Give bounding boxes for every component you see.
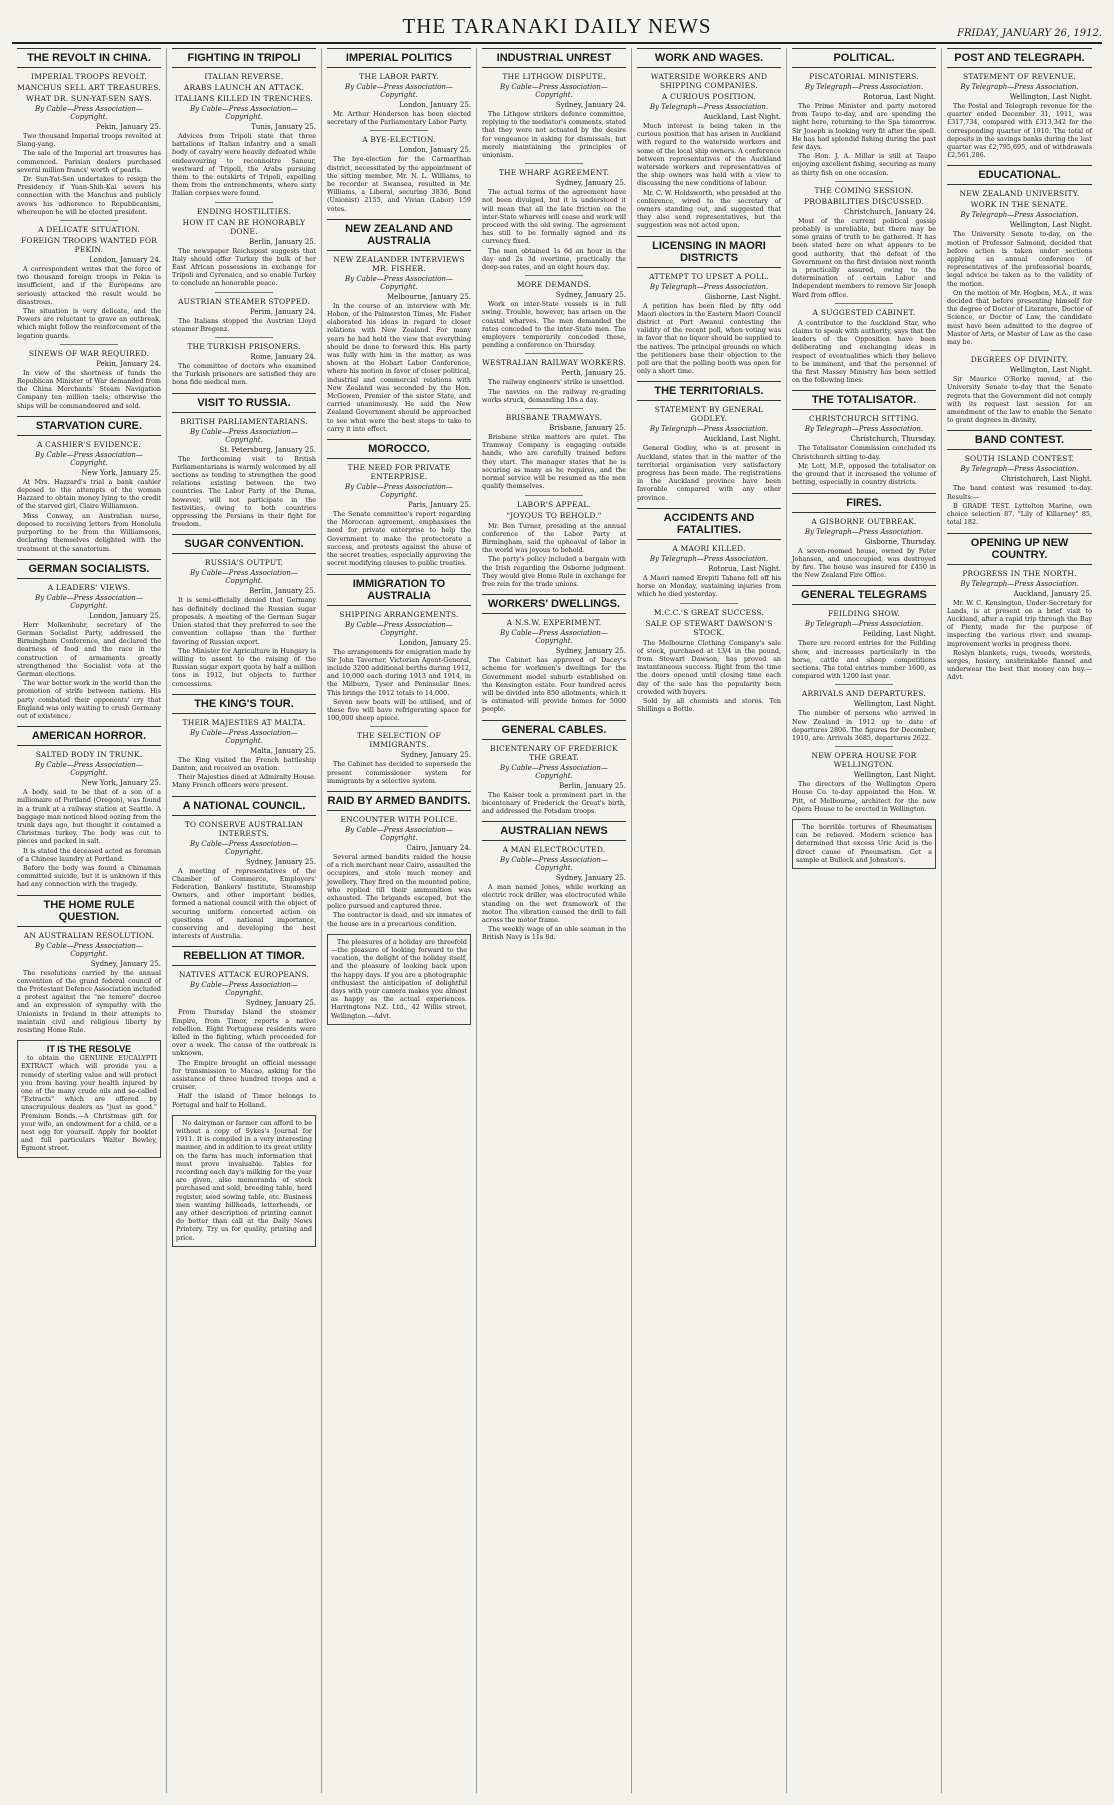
- article-paragraph: The Empire brought an official message for transmission to Macao, asking for the assistance of three hundred troops and a cruiser.: [172, 1058, 316, 1092]
- article-dateline: Berlin, January 25.: [559, 781, 626, 790]
- section-divider: [60, 220, 118, 221]
- article-paragraph: Sold by all chemists and stores. Ten Shillings a Bottle.: [637, 696, 781, 714]
- article-subheading: WHAT DR. SUN-YAT-SEN SAYS.: [26, 94, 152, 103]
- article-headline: THE HOME RULE QUESTION.: [17, 895, 161, 927]
- article-subheading: A DELICATE SITUATION.: [38, 225, 140, 235]
- article-subheading: STATEMENT BY GENERAL GODLEY.: [654, 405, 764, 424]
- article-credit: By Telegraph—Press Association.: [649, 282, 769, 291]
- article-dateline: Auckland, January 25.: [1013, 589, 1092, 598]
- article-subheading: THE SELECTION OF IMMIGRANTS.: [357, 731, 441, 750]
- article-paragraph: Advices from Tripoli state that three battalions of Italian infantry and a small body of cavalry were heavily defeated while endeavouring to reconnoitre Sanour, westward of Tripoli, the Arabs pursuing them to the outskirts of Tripoli, expelling them from the entrenchments, where sixty Italian corpses were found.: [172, 132, 316, 198]
- article-subheading: PISCATORIAL MINISTERS.: [809, 72, 919, 81]
- article-credit: By Cable—Press Association—Copyright.: [35, 105, 143, 121]
- article-dateline: Malta, January 25.: [250, 746, 316, 755]
- article-credit: By Cable—Press Association—Copyright.: [35, 761, 143, 778]
- column-6: [787, 48, 942, 1793]
- article-dateline: Pekin, January 25.: [96, 123, 161, 131]
- article-headline: OPENING UP NEW COUNTRY.: [947, 533, 1092, 565]
- article-subheading: PROGRESS IN THE NORTH.: [962, 568, 1077, 578]
- article-dateline: Sydney, January 25.: [245, 999, 316, 1008]
- article-subheading: CHRISTCHURCH SITTING.: [808, 414, 920, 424]
- article-credit: By Telegraph—Press Association.: [804, 83, 924, 91]
- column-1: [12, 48, 167, 1793]
- article-dateline: London, January 25.: [399, 638, 471, 647]
- article-headline: THE TERRITORIALS.: [637, 381, 781, 401]
- article-subheading: SALE OF STEWART DAWSON'S STOCK.: [645, 618, 773, 637]
- columns: [12, 48, 1102, 1793]
- article-credit: By Telegraph—Press Association.: [649, 425, 769, 434]
- article-headline: REBELLION AT TIMOR.: [172, 946, 316, 966]
- article-subheading: THE NEED FOR PRIVATE ENTERPRISE.: [347, 463, 451, 482]
- article-headline: STARVATION CURE.: [17, 416, 161, 436]
- article-dateline: Sydney, January 24.: [555, 101, 626, 109]
- section-divider: [835, 303, 893, 304]
- article-subheading: A GISBORNE OUTBREAK.: [811, 516, 917, 526]
- article-headline: FIRES.: [792, 493, 936, 513]
- article-paragraph: A seven-roomed house, owned by Peter Johansen, and unoccupied, was destroyed by fire. The house was insured for £450 in the New Zealand Fire Office.: [792, 546, 936, 580]
- article-headline: GENERAL TELEGRAMS: [792, 585, 936, 605]
- article-headline: THE KING'S TOUR.: [172, 694, 316, 714]
- section-divider: [525, 495, 583, 496]
- article-headline: THE REVOLT IN CHINA.: [17, 48, 161, 68]
- masthead-title: THE TARANAKI DAILY NEWS: [402, 14, 712, 38]
- article-headline: VISIT TO RUSSIA.: [172, 393, 316, 413]
- article-paragraph: The Italians stopped the Austrian Lloyd steamer Bregenz.: [172, 316, 316, 333]
- advertisement: [172, 1115, 316, 1247]
- article-headline: GERMAN SOCIALISTS.: [17, 559, 161, 579]
- article-subheading: ARABS LAUNCH AN ATTACK.: [183, 83, 305, 92]
- article-paragraph: A correspondent writes that the force of two thousand foreign troops in Pekin is insufficient, and if the Europeans are seriously attacked the result would be disastrous.: [17, 265, 161, 306]
- article-dateline: Rotorua, Last Night.: [863, 93, 936, 101]
- article-dateline: Wellington, Last Night.: [1009, 93, 1092, 101]
- article-credit: By Cable—Press Association—Copyright.: [345, 83, 453, 99]
- article-headline: IMPERIAL POLITICS: [327, 48, 471, 68]
- advertisement-title: IT IS THE RESOLVE: [46, 1044, 132, 1055]
- article-paragraph: Roslyn blankets, rugs, tweeds, worsteds, serges, hosiery, unshrinkable flannel and underwear the best that money can buy.—Advt.: [947, 648, 1092, 682]
- article-dateline: Auckland, Last Night.: [703, 113, 781, 121]
- advertisement: [327, 934, 471, 1025]
- article-paragraph: The navvies on the railway re-grading works struck, demanding 10s a day.: [482, 387, 626, 404]
- article-subheading: WESTRALIAN RAILWAY WORKERS.: [482, 358, 626, 368]
- article-paragraph: There are record entries for the Feilding show, and increases particularly in the horse, cattle and sheep competitions sections. The total entries number 1600, as compared with 1200 last year.: [792, 639, 936, 681]
- article-paragraph: The party's policy included a bargain with the Irish regarding the Osborne judgment. They would give Home Rule in exchange for free rein for the trade unions.: [482, 555, 626, 588]
- article-paragraph: The bye-election for the Carmarthan district, necessitated by the appointment of the sitting member, Mr. N. L. Williams, to be recorder at Swansea, resulted in Mr. Williams, a Liberal, securing 3836, Bond (Unionist) 2155, and Vivian (Labor) 159 votes.: [327, 155, 471, 213]
- article-headline: POLITICAL.: [792, 48, 936, 68]
- column-3: [322, 48, 477, 1793]
- article-credit: By Telegraph—Press Association.: [960, 579, 1079, 588]
- article-subheading: A N.S.W. EXPERIMENT.: [506, 618, 602, 628]
- article-subheading: WORK IN THE SENATE.: [970, 200, 1069, 210]
- article-credit: By Cable—Press Association—Copyright.: [190, 105, 298, 121]
- article-headline: RAID BY ARMED BANDITS.: [327, 791, 471, 811]
- article-headline: FIGHTING IN TRIPOLI: [172, 48, 316, 68]
- article-paragraph: A contributor to the Auckland Star, who claims to speak with authority, says that the leaders of the Opposition have been deliberating and exchanging ideas in respect of eventualities which they believe to be imminent, and that the personnel of the first Massey Ministry has been settled on the following lines:: [792, 318, 936, 385]
- article-paragraph: The forthcoming visit to British Parliamentarians is warmly welcomed by all sections as tending to strengthen the good relations existing between the two countries. The Labor Party of the Duma, however, will not participate in the festivities, owing to both countries oppressing the Persians in their fight for freedom.: [172, 454, 316, 529]
- column-5: [632, 48, 787, 1793]
- article-paragraph: The resolutions carried by the annual convention of the grand federal council of the Protestant Defence Association included a protest against the "ne temere" decree and an expression of sympathy with the Unionists in Ireland in their attempts to maintain civil and religious liberty by resisting Home Rule.: [17, 968, 161, 1034]
- article-paragraph: Most of the current political gossip probably is unreliable, but there may be some grains of truth to be gathered. It has been stated here on what appears to be good authority, that the defeat of the Government on the first division next month is practically assured, owing to the determination of certain Labor and Independent members to remove Sir Joseph Ward from office.: [792, 216, 936, 299]
- article-dateline: Rome, January 24.: [250, 353, 316, 362]
- article-subheading: PROBABILITIES DISCUSSED.: [804, 196, 924, 206]
- article-subheading: ITALIANS KILLED IN TRENCHES.: [174, 94, 314, 103]
- article-headline: WORK AND WAGES.: [637, 48, 781, 68]
- article-subheading: BRITISH PARLIAMENTARIANS.: [180, 416, 308, 426]
- article-credit: By Cable—Press Association—Copyright.: [190, 569, 298, 586]
- article-dateline: London, January 25.: [399, 101, 471, 109]
- article-paragraph: Seven new boats will be utilised, and of these five will have refrigerating space for 100,000 sheep apiece.: [327, 697, 471, 723]
- section-divider: [835, 684, 893, 685]
- article-headline: GENERAL CABLES.: [482, 720, 626, 740]
- article-dateline: Perim, January 24.: [249, 307, 316, 316]
- section-divider: [525, 275, 583, 276]
- advertisement: [17, 1040, 161, 1157]
- article-dateline: Wellington, Last Night.: [853, 700, 936, 709]
- article-headline: SUGAR CONVENTION.: [172, 534, 316, 554]
- article-credit: By Telegraph—Press Association.: [960, 211, 1079, 220]
- article-paragraph: Mr. Ben Turner, presiding at the annual conference of the Labor Party at Birmingham, said the upheaval of labor in the world was joyous to behold.: [482, 521, 626, 555]
- section-divider: [215, 292, 273, 293]
- article-credit: By Telegraph—Press Association.: [960, 83, 1079, 91]
- article-paragraph: Before the body was found a Chinaman committed suicide, but it is unknown if this had any connection with the tragedy.: [17, 863, 161, 889]
- section-divider: [215, 202, 273, 203]
- article-headline: INDUSTRIAL UNREST: [482, 48, 626, 68]
- article-subheading: ENDING HOSTILITIES.: [196, 206, 292, 216]
- article-credit: By Cable—Press Association—Copyright.: [35, 450, 143, 467]
- article-dateline: Berlin, January 25.: [249, 237, 316, 246]
- article-paragraph: The Minister for Agriculture in Hungary is willing to assent to the raising of the Russian sugar export quota by half a million tons in 1912, but objects to further concessions.: [172, 646, 316, 688]
- article-subheading: WATERSIDE WORKERS AND SHIPPING COMPANIES.: [650, 72, 768, 90]
- section-divider: [370, 726, 428, 727]
- article-subheading: A CURIOUS POSITION.: [661, 92, 757, 101]
- article-subheading: THE LITHGOW DISPUTE.: [502, 72, 606, 81]
- article-credit: By Cable—Press Association—Copyright.: [35, 941, 143, 958]
- article-credit: By Telegraph—Press Association.: [649, 554, 769, 563]
- masthead: [12, 10, 1102, 44]
- article-dateline: Auckland, Last Night.: [703, 435, 781, 444]
- article-paragraph: The Cabinet has decided to supersede the present commissioner system for immigrants by a selective system.: [327, 760, 471, 785]
- article-paragraph: A petition has been filed by fifty odd Maori electors in the Eastern Maori Council district at Port Awanui contesting the validity of the recent poll, when voting was in favor that no liquor should be supplied to the natives. The principal grounds on which the petitioners base their objection to the poll are that the polling booth was open for only a short time.: [637, 301, 781, 376]
- article-subheading: BICENTENARY OF FREDERICK THE GREAT.: [490, 743, 618, 762]
- article-paragraph: The railway engineers' strike is unsettled.: [488, 378, 625, 387]
- article-subheading: A SUGGESTED CABINET.: [812, 307, 916, 317]
- article-paragraph: The Lithgow strikers defence committee, replying to the mediator's comments, stated that they were not actuated by the desire for vengeance in asking for dismissals, but merely maintaining the principles of unionism.: [482, 110, 626, 160]
- article-dateline: Wellington, Last Night.: [1009, 366, 1092, 375]
- article-dateline: Brisbane, January 25.: [549, 424, 626, 433]
- article-dateline: Sydney, January 25.: [555, 179, 626, 188]
- article-paragraph: The band contest was resumed to-day. Results:—: [947, 484, 1092, 501]
- article-credit: By Cable—Press Association—Copyright.: [500, 763, 608, 780]
- article-subheading: TO CONSERVE AUSTRALIAN INTERESTS.: [184, 819, 304, 838]
- article-subheading: SINEWS OF WAR REQUIRED.: [28, 348, 150, 358]
- column-7: [942, 48, 1097, 1793]
- article-paragraph: Miss Conway, an Australian nurse, deposed to receiving letters from Honolulu purporting to be from the Williamsons, declaring themselves delighted with the treatment at the sanatorium.: [17, 511, 161, 553]
- article-subheading: BRISBANE TRAMWAYS.: [505, 413, 603, 423]
- section-divider: [835, 746, 893, 747]
- article-headline: WORKERS' DWELLINGS.: [482, 594, 626, 614]
- article-dateline: St. Petersburg, January 25.: [219, 445, 316, 454]
- article-subheading: SHIPPING ARRANGEMENTS.: [339, 609, 459, 619]
- article-paragraph: The Cabinet has approved of Dacey's scheme for workmen's dwellings for the Government model suburb established on the Kensington estate. Four hundred acres will be divided into 850 allotments, which it is estimated will provide homes for 5000 people.: [482, 656, 626, 714]
- article-paragraph: Several armed bandits raided the house of a rich merchant near Cairo, assaulted the occupiers, and stole much money and jewellery. They fired on the mounted police, who replied till their ammunition was exhausted. The brigands escaped, but the police pursued and captured three.: [327, 852, 471, 911]
- article-dateline: Christchurch, Last Night.: [1001, 475, 1092, 484]
- article-subheading: MANCHUS SELL ART TREASURES.: [17, 83, 161, 92]
- article-paragraph: The Totalisator Commission concluded its Christchurch sitting to-day.: [792, 444, 936, 461]
- article-paragraph: The directors of the Wellington Opera House Co. to-day appointed the Hon. W. Pitt, of Melbourne, architect for the new Opera House to be erected in Wellington.: [792, 780, 936, 813]
- advertisement-body: The horrible tortures of Rheumatism can be relieved. Modern science has determined that excess Uric Acid is the direct cause of Pneumatism. Get a sample at Bullock and Johnston's.: [796, 822, 932, 864]
- article-credit: By Telegraph—Press Association.: [804, 527, 924, 536]
- article-dateline: Sydney, January 25.: [555, 291, 626, 300]
- article-subheading: A LEADERS' VIEWS.: [47, 582, 131, 592]
- article-paragraph: The men obtained 1s 6d an hour in the day and 2s 3d overtime, practically the deep-sea rates, and an eight hours day.: [482, 246, 626, 272]
- article-subheading: ENCOUNTER WITH POLICE.: [340, 814, 458, 824]
- article-paragraph: It is stated the deceased acted as foreman of a Chinese laundry at Portland.: [17, 846, 161, 863]
- article-subheading: A BYE-ELECTION.: [362, 135, 436, 145]
- article-subheading: THEIR MAJESTIES AT MALTA.: [182, 717, 306, 727]
- article-paragraph: Their Majesties dined at Admiralty House. Many French officers were present.: [172, 773, 316, 790]
- article-paragraph: A meeting of representatives of the Chamber of Commerce, Employers' Federation, Bankers' Institute, Steamship Owners, and other important bodies, formed a national council with the object of securing uniform concerted action on questions of national importance, conserving and developing the best interests of Australia.: [172, 866, 316, 941]
- section-divider: [525, 408, 583, 409]
- article-headline: IMMIGRATION TO AUSTRALIA: [327, 574, 471, 606]
- article-paragraph: B GRADE TEST. Lyttelton Marine, own choice selection 87. "Lily of Killarney" 85, total 182.: [947, 501, 1092, 527]
- article-dateline: London, January 25.: [89, 611, 161, 620]
- article-subheading: "JOYOUS TO BEHOLD.": [506, 510, 602, 520]
- article-paragraph: Two thousand Imperial troops revolted at Siang-yang.: [17, 132, 161, 149]
- article-paragraph: From Thursday Island the steamer Empire, from Timor, reports a native rebellion. Eight Portuguese residents were killed in the fighting, which proceeded for over a week. The cause of the outbreak is unknown.: [172, 1008, 316, 1058]
- article-paragraph: Mr. C. W. Holdsworth, who presided at the conference, wired to the secretary of owners standing out, and suggested that they also send representatives, but the suggestion was not acted upon.: [637, 188, 781, 230]
- column-4: [477, 48, 632, 1793]
- article-subheading: THE WHARF AGREEMENT.: [498, 168, 610, 178]
- article-paragraph: The sale of the Imperial art treasures has commenced. Parisian dealers purchased several million francs' worth of pearls.: [17, 149, 161, 174]
- article-dateline: London, January 25.: [399, 146, 471, 155]
- article-credit: By Cable—Press Association—Copyright.: [345, 620, 453, 637]
- article-paragraph: General Godley, who is at present in Auckland, states that in the matter of the territorial organisation very satisfactory progress has been made. The registrations in the Auckland province have been favorable compared with any other province.: [637, 444, 781, 502]
- article-subheading: DEGREES OF DIVINITY.: [970, 355, 1069, 365]
- article-paragraph: The Melbourne Clothing Company's sale of stock, purchased at 13/4 in the pound, from Stewart Dawson, has proved an instantaneous success. Right from the time the doors opened until closing time each day of the sale has the popularity been crowded with buyers.: [637, 638, 781, 696]
- article-subheading: THE COMING SESSION.: [814, 185, 914, 195]
- section-divider: [525, 353, 583, 354]
- article-paragraph: Mr. Arthur Henderson has been elected secretary of the Parliamentary Labor Party.: [327, 110, 471, 127]
- article-dateline: Rotorua, Last Night.: [708, 564, 781, 573]
- article-headline: EDUCATIONAL.: [947, 165, 1092, 185]
- article-credit: By Telegraph—Press Association.: [649, 103, 769, 111]
- article-paragraph: The Senate committee's report regarding the Moroccan agreement, emphasises the need for private enterprise to help the Government to make the protectorate a success, and protests against the abuse of the secret treaties, especially approving the secret modifying clauses to public treaties.: [327, 510, 471, 568]
- article-paragraph: Work on inter-State vessels is in full swing. Trouble, however, has arisen on the coastal wharves. The men demanded the rates conceded to the inter-State men. The employers temporarily conceded these, pending a conference on Thursday.: [482, 300, 626, 350]
- article-credit: By Telegraph—Press Association.: [804, 620, 924, 629]
- article-paragraph: A body, said to be that of a son of a millionaire of Portland (Oregon), was found in a trunk at a railway station at Seattle. A baggage man noticed blood oozing from the trunk days ago, but thought it contained a Christmas turkey. The body was cut to pieces and packed in salt.: [17, 788, 161, 846]
- article-paragraph: Half the island of Timor belongs to Portugal and half to Holland.: [172, 1092, 316, 1109]
- article-dateline: Sydney, January 25.: [245, 857, 316, 866]
- article-subheading: NEW ZEALANDER INTERVIEWS MR. FISHER.: [333, 254, 465, 273]
- article-paragraph: The Kaiser took a prominent part in the bicentenary of Frederick the Great's birth, and addressed the Potsdam troops.: [482, 790, 626, 815]
- article-paragraph: The committee of doctors who examined the Turkish prisoners are satisfied they are bona fide medical men.: [172, 362, 316, 387]
- advertisement-body: to obtain the GENUINE EUCALYPTI EXTRACT which will provide you a remedy of sterling value and will protect you from having your health injured by one of the many crude oils and so-called "Extracts" which are offered by unscrupulous dealers as "just as good." Premium Bonds.—A Christmas gift for your wife, an endowment for a child, or a nest egg for yourself. Apply for booklet and full particulars Walter Bewley, Egmont street.: [21, 1054, 157, 1153]
- advertisement-body: The pleasures of a holiday are threefold—the pleasure of looking forward to the vacation, the delight of the holiday itself, and the pleasure of looking back upon the happy days. If you are a photographic enthusiast the anticipation of delightful days with your camera makes you almost as happy as the actual experiences. Harringtons N.Z. Ltd., 42 Willis street, Wellington.—Advt.: [331, 937, 467, 1020]
- article-dateline: Sydney, January 25.: [555, 647, 626, 656]
- article-paragraph: The newspaper Reichspost suggests that Italy should offer Turkey the bulk of her East African possessions in exchange for Tripoli and Cyrenaica, and so enable Turkey to conclude an honorable peace.: [172, 246, 316, 288]
- article-headline: POST AND TELEGRAPH.: [947, 48, 1092, 68]
- article-subheading: ARRIVALS AND DEPARTURES.: [801, 689, 927, 699]
- section-divider: [991, 350, 1049, 351]
- article-dateline: Sydney, January 25.: [400, 751, 471, 760]
- article-credit: By Cable—Press Association—Copyright.: [190, 728, 298, 745]
- article-dateline: Cairo, January 24.: [406, 843, 471, 852]
- article-dateline: Pekin, January 24.: [96, 359, 161, 368]
- article-dateline: Berlin, January 25.: [249, 587, 316, 596]
- article-credit: By Cable—Press Association—Copyright.: [190, 839, 298, 856]
- article-credit: By Cable—Press Association—Copyright.: [500, 856, 608, 873]
- column-2: [167, 48, 322, 1793]
- article-paragraph: A man named Jones, while working an electric rock driller, was electrocuted while standing on the wet framework of the motor. The vibration caused the drill to fall across the motor frame.: [482, 883, 626, 924]
- advertisement-body: No dairyman or farmer can afford to be without a copy of Sykes's Journal for 1911. It is compiled in a very interesting manner, and in addition to its great utility on the farm has much information that must prove invaluable. Tables for recording each day's milking for the year are given, also memoranda of stock purchased and sold, breeding table, herd register, seed sowing table, etc. Business men wanting billheads, letterheads, or any other description of printing cannot do better than call at the Daily News Printery. Try us for quality, printing and price.: [176, 1118, 312, 1242]
- article-dateline: Gisborne, Thursday.: [864, 537, 936, 546]
- article-subheading: FEILDING SHOW.: [828, 609, 900, 619]
- section-divider: [835, 181, 893, 182]
- article-subheading: AUSTRIAN STEAMER STOPPED.: [177, 296, 311, 306]
- article-headline: BAND CONTEST.: [947, 430, 1092, 450]
- article-credit: By Cable—Press Association—Copyright.: [345, 274, 453, 291]
- article-paragraph: The contractor is dead, and six inmates of the house are in a precarious condition.: [327, 911, 471, 928]
- article-dateline: Paris, January 25.: [407, 501, 471, 510]
- article-headline: LICENSING IN MAORI DISTRICTS: [637, 236, 781, 268]
- article-subheading: IMPERIAL TROOPS REVOLT.: [31, 72, 147, 81]
- article-paragraph: The actual terms of the agreement have not been divulged, but it is understood it will mean that all the late friction on the inter-State wharves will cease and work will proceed with the old swing. The agreement has still to be formally signed and its currency fixed.: [482, 188, 626, 246]
- article-paragraph: Mr. W. C. Kensington, Under-Secretary for Lands, is at present on a brief visit to Auckland, after a rapid trip through the Bay of Plenty, made for the purpose of inspecting the various river and swamp-improvement works in progress there.: [947, 598, 1092, 648]
- article-paragraph: In the course of an interview with Mr. Hoben, of the Palmerston Times, Mr. Fisher elaborated his ideas in regard to closer relations with New Zealand. For many years he had held the view that everything should be done to forward this. His party was fully with him in the matter, as was shown at the Hobart Labor Conference, where his motion in favor of closer political, industrial and commercial relations with New Zealand was seconded by the Hon. McGowen, Premier of the sister State, and carried unanimously. He said the New Zealand Government should be approached to see what were the best steps to take to carry it into effect.: [327, 301, 471, 433]
- section-divider: [215, 337, 273, 338]
- advertisement: [792, 819, 936, 869]
- article-paragraph: The University Senate to-day, on the motion of Professor Salmond, decided that before action is taken under sections applying an annual conference of representatives of the professorial boards, legal advice be taken as to the validity of the motion.: [947, 230, 1092, 288]
- article-subheading: HOW IT CAN BE HONORABLY DONE.: [182, 217, 306, 236]
- article-dateline: Melbourne, January 25.: [386, 292, 471, 301]
- article-credit: By Cable—Press Association—Copyright.: [190, 427, 298, 444]
- article-paragraph: A Maori named Erepiti Tahana fell off his horse on Monday, sustaining injuries from which he died yesterday.: [637, 573, 781, 599]
- article-subheading: RUSSIA'S OUTPUT.: [204, 558, 284, 568]
- article-paragraph: It is semi-officially denied that Germany has definitely declined the Russian sugar proposals. A meeting of the German Sugar Union stated that they preferred to see the convention collapse than the further favoring of Russian export.: [172, 596, 316, 646]
- article-credit: By Cable—Press Association—Copyright.: [35, 593, 143, 610]
- article-dateline: Gisborne, Last Night.: [704, 292, 781, 301]
- article-subheading: STATEMENT OF REVENUE.: [962, 72, 1076, 81]
- section-divider: [525, 163, 583, 164]
- section-divider: [370, 130, 428, 131]
- article-credit: By Cable—Press Association—Copyright.: [345, 825, 453, 842]
- article-dateline: Sydney, January 25.: [555, 874, 626, 883]
- article-dateline: Christchurch, Thursday.: [850, 435, 936, 444]
- article-credit: By Cable—Press Association—Copyright.: [500, 83, 608, 99]
- article-subheading: NATIVES ATTACK EUROPEANS.: [178, 970, 310, 980]
- article-headline: A NATIONAL COUNCIL.: [172, 796, 316, 816]
- article-credit: By Telegraph—Press Association.: [804, 425, 924, 434]
- article-subheading: THE LABOR PARTY.: [359, 72, 439, 81]
- article-subheading: MORE DEMANDS.: [516, 280, 592, 290]
- article-paragraph: The weekly wage of an able seaman in the British Navy is 11s 8d.: [482, 925, 626, 942]
- article-paragraph: The arrangements for emigration made by Sir John Taverner, Victorian Agent-General, include 3200 additional berths during 1912, and 10,000 each during 1913 and 1914, in the Milburn, Tyser and Peninsular lines. This brings the 1912 totals to 14,000.: [327, 647, 471, 697]
- article-dateline: New York, January 25.: [81, 468, 161, 477]
- article-dateline: Feilding, Last Night.: [862, 630, 936, 639]
- article-paragraph: Sir Maurice O'Rorke moved, at the University Senate to-day that the Senate regrets that the Government did not comply with its request last session for an amendment of the law to enable the Senate to grant degrees in divinity.: [947, 375, 1092, 425]
- section-divider: [60, 344, 118, 345]
- article-dateline: Sydney, January 25.: [90, 959, 161, 968]
- article-credit: By Cable—Press Association—Copyright.: [190, 981, 298, 998]
- article-paragraph: The King visited the French battleship Danton, and received an ovation.: [172, 755, 316, 772]
- article-headline: ACCIDENTS AND FATALITIES.: [637, 508, 781, 540]
- article-headline: AMERICAN HORROR.: [17, 726, 161, 746]
- masthead-date: FRIDAY, JANUARY 26, 1912.: [957, 28, 1102, 39]
- article-credit: By Telegraph—Press Association.: [960, 465, 1079, 474]
- article-subheading: NEW ZEALAND UNIVERSITY.: [959, 189, 1080, 199]
- article-paragraph: On the motion of Mr. Hogben, M.A., it was decided that before presenting himself for the degree of Doctor of Literature, Doctor of Science, or Doctor of Law, the candidate must have been admitted to the degree of Master of Arts, or Master of Law as the case may be.: [947, 288, 1093, 347]
- article-subheading: SALTED BODY IN TRUNK.: [35, 750, 143, 760]
- article-headline: NEW ZEALAND AND AUSTRALIA: [327, 219, 471, 251]
- article-paragraph: The Postal and Telegraph revenue for the quarter ended December 31, 1911, was £317,734, compared with £313,342 for the corresponding quarter of 1910. The total of deposits in the savings banks during the last quarter was £2,795,695, and of withdrawals £2,561,286.: [947, 102, 1092, 160]
- article-paragraph: At Mrs. Hazzard's trial a bank cashier deposed to the attempts of the woman Hazzard to obtain money lying to the credit of the starved girl, Claire Williamson.: [17, 477, 161, 511]
- article-subheading: NEW OPERA HOUSE FOR WELLINGTON.: [811, 751, 917, 770]
- article-paragraph: In view of the shortness of funds the Republican Minister of War demanded from the China Merchants' Steam Navigation Company ten million taels; otherwise the ships will be commandeered and sold.: [17, 368, 161, 410]
- article-credit: By Cable—Press Association—Copyright.: [345, 483, 453, 500]
- article-subheading: ATTEMPT TO UPSET A POLL.: [649, 271, 769, 281]
- article-subheading: ITALIAN REVERSE.: [204, 72, 284, 81]
- article-paragraph: Herr Molkenbuhr, secretary of the German Socialist Party, addressed the Birmingham Conference, and declared the dearness of food and the race in the construction of armaments greatly strengthened the Socialist vote at the German elections.: [17, 620, 161, 678]
- article-headline: THE TOTALISATOR.: [792, 390, 936, 410]
- article-paragraph: Brisbane strike matters are quiet. The Tramway Company is engaging outside hands, who are carefully trained before they start. The manager states that he is securing as many as he requires, and the normal service will be resumed as the men qualify themselves.: [482, 433, 626, 491]
- article-paragraph: The Hon. J. A. Millar is still at Taupo enjoying excellent fishing, securing as many as thirty fish on one occasion.: [792, 152, 936, 177]
- article-subheading: A MAORI KILLED.: [672, 543, 746, 553]
- article-subheading: A CASHIER'S EVIDENCE.: [36, 439, 141, 449]
- article-dateline: Perth, January 25.: [561, 369, 626, 378]
- article-paragraph: The war better work in the world than the promotion of strife between nations. His party combated their opponents' cry that England was only waiting to crush Germany out of existence.: [17, 679, 161, 720]
- article-dateline: Wellington, Last Night.: [853, 771, 936, 780]
- article-paragraph: Dr. Sun-Yat-Sen undertakes to resign the Presidency if Yuan-Shih-Kai severs his connection with the Manchus and publicly avows his adherence to Republicanism, whereupon he will be elected president.: [17, 175, 161, 216]
- article-paragraph: The Prime Minister and party motored from Taupo to-day, and are spending the night here, returning to the Spa tomorrow. Sir Joseph is looking very fit after the spell. He has had splendid fishing during the past few days.: [792, 102, 936, 152]
- article-paragraph: The number of persons who arrived in New Zealand in 1912 up to date of departures 2806. The figures for December, 1910, are: Arrivals 3685, departures 2622.: [792, 709, 936, 742]
- article-subheading: SOUTH ISLAND CONTEST.: [964, 454, 1075, 464]
- section-divider: [680, 603, 738, 604]
- article-paragraph: Mr. Lott, M.P., opposed the totalisator on the ground that it increased the volume of betting, especially in country districts.: [792, 461, 936, 487]
- article-dateline: Wellington, Last Night.: [1009, 221, 1092, 230]
- article-paragraph: Much interest is being taken in the curious position that has arisen in Auckland with regard to the waterside workers and some of the local ship owners. A conference between representatives of the Auckland waterside workers and representatives of the ship owners was held with a view to discussing the new conditions of labour.: [637, 122, 781, 188]
- article-dateline: London, January 24.: [89, 256, 161, 265]
- article-dateline: Christchurch, January 24.: [844, 207, 936, 216]
- article-subheading: A MAN ELECTROCUTED.: [502, 845, 606, 855]
- article-credit: By Cable—Press Association—Copyright.: [500, 629, 608, 646]
- article-subheading: AN AUSTRALIAN RESOLUTION.: [23, 930, 155, 940]
- article-subheading: FOREIGN TROOPS WANTED FOR PEKIN.: [20, 236, 158, 255]
- article-subheading: LABOR'S APPEAL.: [516, 499, 592, 509]
- article-headline: MOROCCO.: [327, 439, 471, 459]
- article-headline: AUSTRALIAN NEWS: [482, 821, 626, 841]
- article-subheading: M.C.C.'S GREAT SUCCESS.: [653, 607, 765, 617]
- article-subheading: THE TURKISH PRISONERS.: [187, 342, 301, 352]
- article-dateline: New York, January 25.: [81, 779, 161, 788]
- article-paragraph: The situation is very delicate, and the Powers are reluctant to grave an outbreak, which might follow the reinforcement of the legation guards.: [17, 307, 161, 340]
- article-dateline: Tunis, January 25.: [251, 123, 316, 131]
